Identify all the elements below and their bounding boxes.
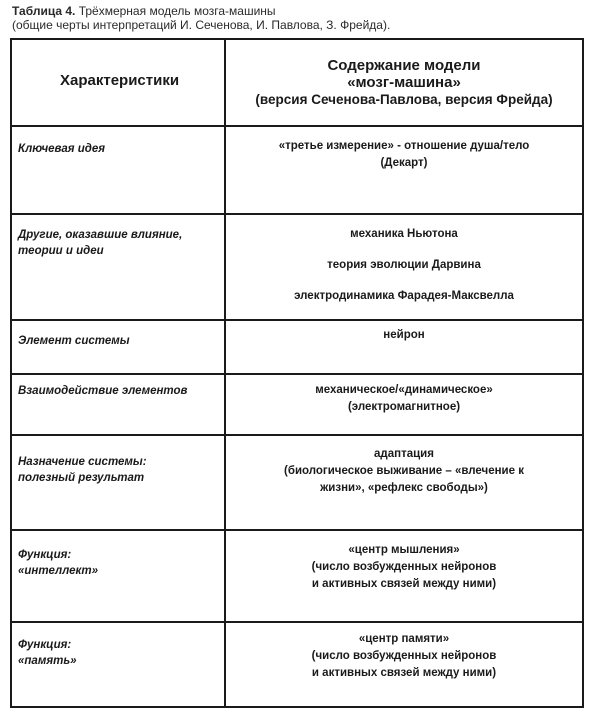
header-model-content xyxy=(225,39,583,126)
table-caption xyxy=(12,4,582,32)
row-key-text: «интеллект» xyxy=(18,565,98,577)
row-key-cell xyxy=(11,530,225,622)
row-value-text: «центр мышления» xyxy=(348,544,460,556)
row-value-text: «центр памяти» xyxy=(358,633,450,645)
brain-machine-model-table xyxy=(10,38,584,708)
row-value-text: адаптация xyxy=(374,448,434,460)
row-value-text: механика Ньютона xyxy=(350,228,458,240)
caption-subtitle: (общие черты интерпретаций И. Сеченова, И. Павлова, З. Фрейда). xyxy=(12,18,391,32)
caption-number: Таблица 4. xyxy=(12,4,76,18)
row-value-cell xyxy=(225,374,583,435)
row-key-cell xyxy=(11,320,225,374)
row-key-text: Назначение системы: xyxy=(18,456,147,468)
row-value-text: «третье измерение» - отношение душа/тело xyxy=(278,140,530,152)
header-line-3: (версия Сеченова-Павлова, версия Фрейда) xyxy=(255,92,553,107)
table-row xyxy=(11,320,583,374)
row-value-cell xyxy=(225,320,583,374)
caption-title: Трёхмерная модель мозга-машины xyxy=(78,4,276,18)
row-value-text: нейрон xyxy=(383,329,425,341)
row-key-text: Элемент системы xyxy=(18,335,130,347)
row-value-cell xyxy=(225,214,583,320)
table-row xyxy=(11,530,583,622)
row-value-cell xyxy=(225,126,583,214)
row-key-text: Функция: xyxy=(18,639,72,651)
row-key-text: Функция: xyxy=(18,549,72,561)
header-line-1: Содержание модели xyxy=(327,57,481,74)
row-key-text: Другие, оказавшие влияние, xyxy=(18,229,183,241)
row-key-cell xyxy=(11,126,225,214)
header-line-2: «мозг-машина» xyxy=(347,74,461,91)
table-row xyxy=(11,374,583,435)
row-value-text: теория эволюции Дарвина xyxy=(327,259,481,271)
table-row xyxy=(11,435,583,530)
row-key-text: теории и идеи xyxy=(18,245,104,257)
row-key-text: полезный результат xyxy=(18,472,145,484)
row-value-text: электродинамика Фарадея-Максвелла xyxy=(294,290,514,302)
row-value-text: (число возбужденных нейронов xyxy=(311,650,497,662)
table-row xyxy=(11,126,583,214)
row-key-text: Ключевая идея xyxy=(18,143,106,155)
row-value-text: жизни», «рефлекс свободы») xyxy=(320,482,488,494)
row-value-text: (число возбужденных нейронов xyxy=(311,561,497,573)
row-key-text: Взаимодействие элементов xyxy=(18,385,188,397)
row-value-text: (электромагнитное) xyxy=(347,401,461,413)
row-key-cell xyxy=(11,435,225,530)
header-characteristics: Характеристики xyxy=(11,39,225,126)
row-value-text: и активных связей между ними) xyxy=(311,578,497,590)
table-header-row xyxy=(11,39,583,126)
row-value-text: механическое/«динамическое» xyxy=(315,384,493,396)
row-key-cell xyxy=(11,214,225,320)
row-key-text: «память» xyxy=(18,655,77,667)
row-value-text: (Декарт) xyxy=(380,157,428,169)
row-value-cell xyxy=(225,530,583,622)
row-key-cell xyxy=(11,374,225,435)
row-value-text: (биологическое выживание – «влечение к xyxy=(284,465,524,477)
row-value-cell xyxy=(225,435,583,530)
row-value-text: и активных связей между ними) xyxy=(311,667,497,679)
table-row xyxy=(11,214,583,320)
